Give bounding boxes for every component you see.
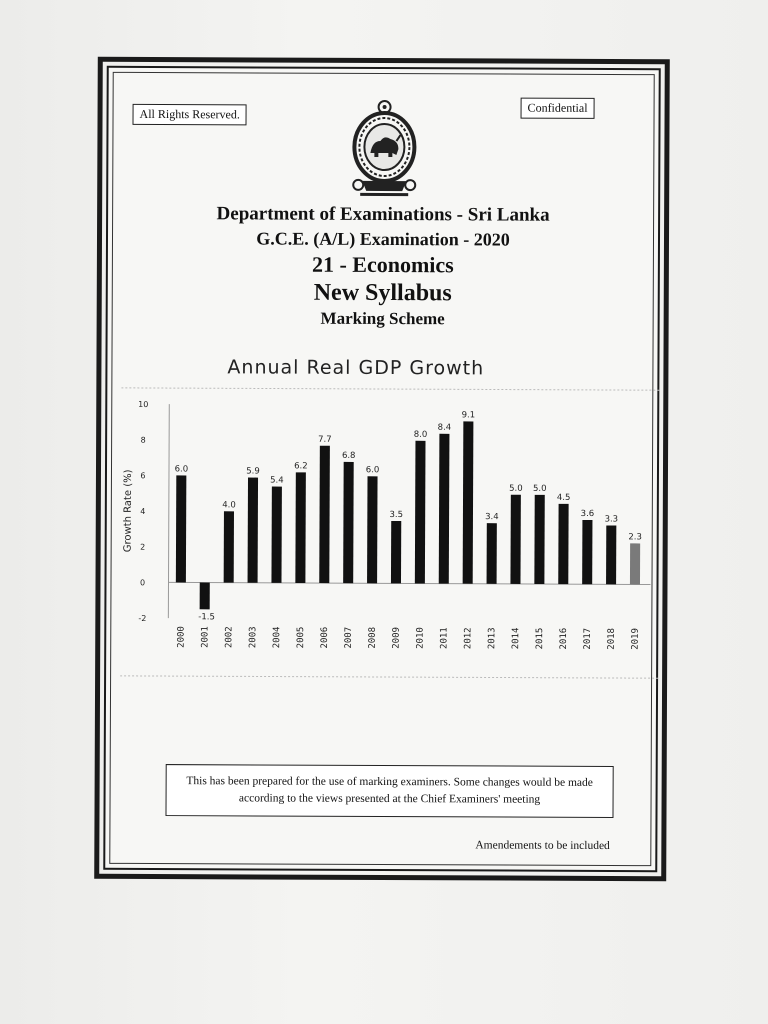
bar-2018 <box>606 525 616 584</box>
y-tick-label: 4 <box>140 506 146 516</box>
x-tick-label-2005: 2005 <box>296 626 307 649</box>
chart-canvas <box>120 386 661 688</box>
x-tick-label-2019: 2019 <box>630 628 641 650</box>
data-label-2016: 4.5 <box>556 492 571 503</box>
bar-2012 <box>463 421 474 583</box>
document-frame-inner <box>103 66 661 872</box>
exam-title: G.C.E. (A/L) Examination - 2020 <box>256 228 510 250</box>
data-label-2000: 6.0 <box>174 464 189 475</box>
data-label-2005: 6.2 <box>294 461 308 472</box>
x-tick-label-2003: 2003 <box>248 626 259 649</box>
y-tick-label: -2 <box>138 613 147 623</box>
data-label-2014: 5.0 <box>509 483 523 494</box>
x-tick-label-2004: 2004 <box>272 626 283 649</box>
x-tick-label-2014: 2014 <box>511 627 522 650</box>
y-tick-label: 6 <box>140 471 146 481</box>
data-label-2017: 3.6 <box>580 509 595 520</box>
x-tick-label-2010: 2010 <box>415 627 426 649</box>
x-tick-label-2013: 2013 <box>487 627 498 650</box>
x-tick-label-2002: 2002 <box>224 626 235 649</box>
x-tick-label-2017: 2017 <box>582 627 593 650</box>
data-label-2007: 6.8 <box>341 450 356 461</box>
heading-block <box>108 202 659 332</box>
sri-lanka-emblem-icon <box>348 97 420 197</box>
y-tick-label: 2 <box>140 542 146 552</box>
data-label-2009: 3.5 <box>389 509 404 521</box>
y-tick-label: 0 <box>139 578 146 588</box>
bar-2017 <box>582 520 592 584</box>
x-tick-label-2016: 2016 <box>558 627 570 650</box>
bar-2010 <box>415 441 426 584</box>
data-label-2018: 3.3 <box>604 514 619 525</box>
bar-2005 <box>295 472 306 583</box>
data-label-2013: 3.4 <box>485 512 499 523</box>
bar-2006 <box>319 446 330 583</box>
data-label-2010: 8.0 <box>413 429 428 440</box>
rights-reserved-label: All Rights Reserved. <box>132 104 246 125</box>
zero-baseline <box>169 582 651 584</box>
bar-2009 <box>391 521 401 583</box>
x-tick-label-2008: 2008 <box>367 626 378 649</box>
bar-2004 <box>271 487 281 583</box>
subject-title: 21 - Economics <box>311 251 454 278</box>
bar-2011 <box>439 434 450 584</box>
bar-2000 <box>176 475 187 582</box>
x-tick-label-2009: 2009 <box>391 627 402 649</box>
chart-top-border <box>121 388 661 390</box>
bar-2014 <box>510 495 520 584</box>
y-tick-label: 8 <box>140 435 146 445</box>
x-tick-label-2015: 2015 <box>535 627 546 650</box>
bar-2001 <box>200 583 210 610</box>
y-axis-label: Growth Rate (%) <box>122 469 134 553</box>
data-label-2003: 5.9 <box>246 466 260 477</box>
chart-title: Annual Real GDP Growth <box>227 356 485 380</box>
data-label-2006: 7.7 <box>318 434 332 445</box>
data-label-2015: 5.0 <box>532 483 547 494</box>
bar-2013 <box>487 523 497 584</box>
x-tick-label-2001: 2001 <box>200 626 211 648</box>
confidential-label: Confidential <box>521 98 595 119</box>
bar-2008 <box>367 476 378 583</box>
amendments-note: Amendements to be included <box>475 839 610 852</box>
syllabus-title: New Syllabus <box>313 279 452 307</box>
data-label-2011: 8.4 <box>437 422 452 433</box>
x-tick-label-2000: 2000 <box>176 626 187 648</box>
bar-2007 <box>343 462 354 583</box>
data-label-2002: 4.0 <box>222 500 236 511</box>
bar-2016 <box>558 504 568 584</box>
department-title: Department of Examinations - Sri Lanka <box>216 203 550 226</box>
x-tick-label-2006: 2006 <box>319 626 331 649</box>
scheme-title: Marking Scheme <box>320 308 445 329</box>
data-label-2001: -1.5 <box>198 612 215 623</box>
x-tick-label-2007: 2007 <box>343 626 354 649</box>
data-label-2008: 6.0 <box>365 465 380 476</box>
gdp-growth-chart <box>120 386 661 688</box>
y-tick-label: 10 <box>138 399 149 409</box>
y-axis-line <box>168 404 169 618</box>
bar-2015 <box>534 495 544 584</box>
bar-2002 <box>224 511 234 582</box>
chart-bottom-border <box>120 676 660 678</box>
x-tick-label-2012: 2012 <box>463 627 474 650</box>
bar-2003 <box>248 478 258 583</box>
data-label-2012: 9.1 <box>461 410 476 421</box>
data-label-2019: 2.3 <box>628 532 642 543</box>
examiner-note-box: This has been prepared for the use of marking examiners. Some changes would be made according to the views presented at the Chief Examiners' meeting <box>165 764 613 818</box>
data-label-2004: 5.4 <box>270 475 284 486</box>
document-frame <box>94 57 670 881</box>
x-tick-label-2018: 2018 <box>606 627 617 650</box>
bar-2019 <box>630 543 640 584</box>
x-tick-label-2011: 2011 <box>439 627 450 649</box>
